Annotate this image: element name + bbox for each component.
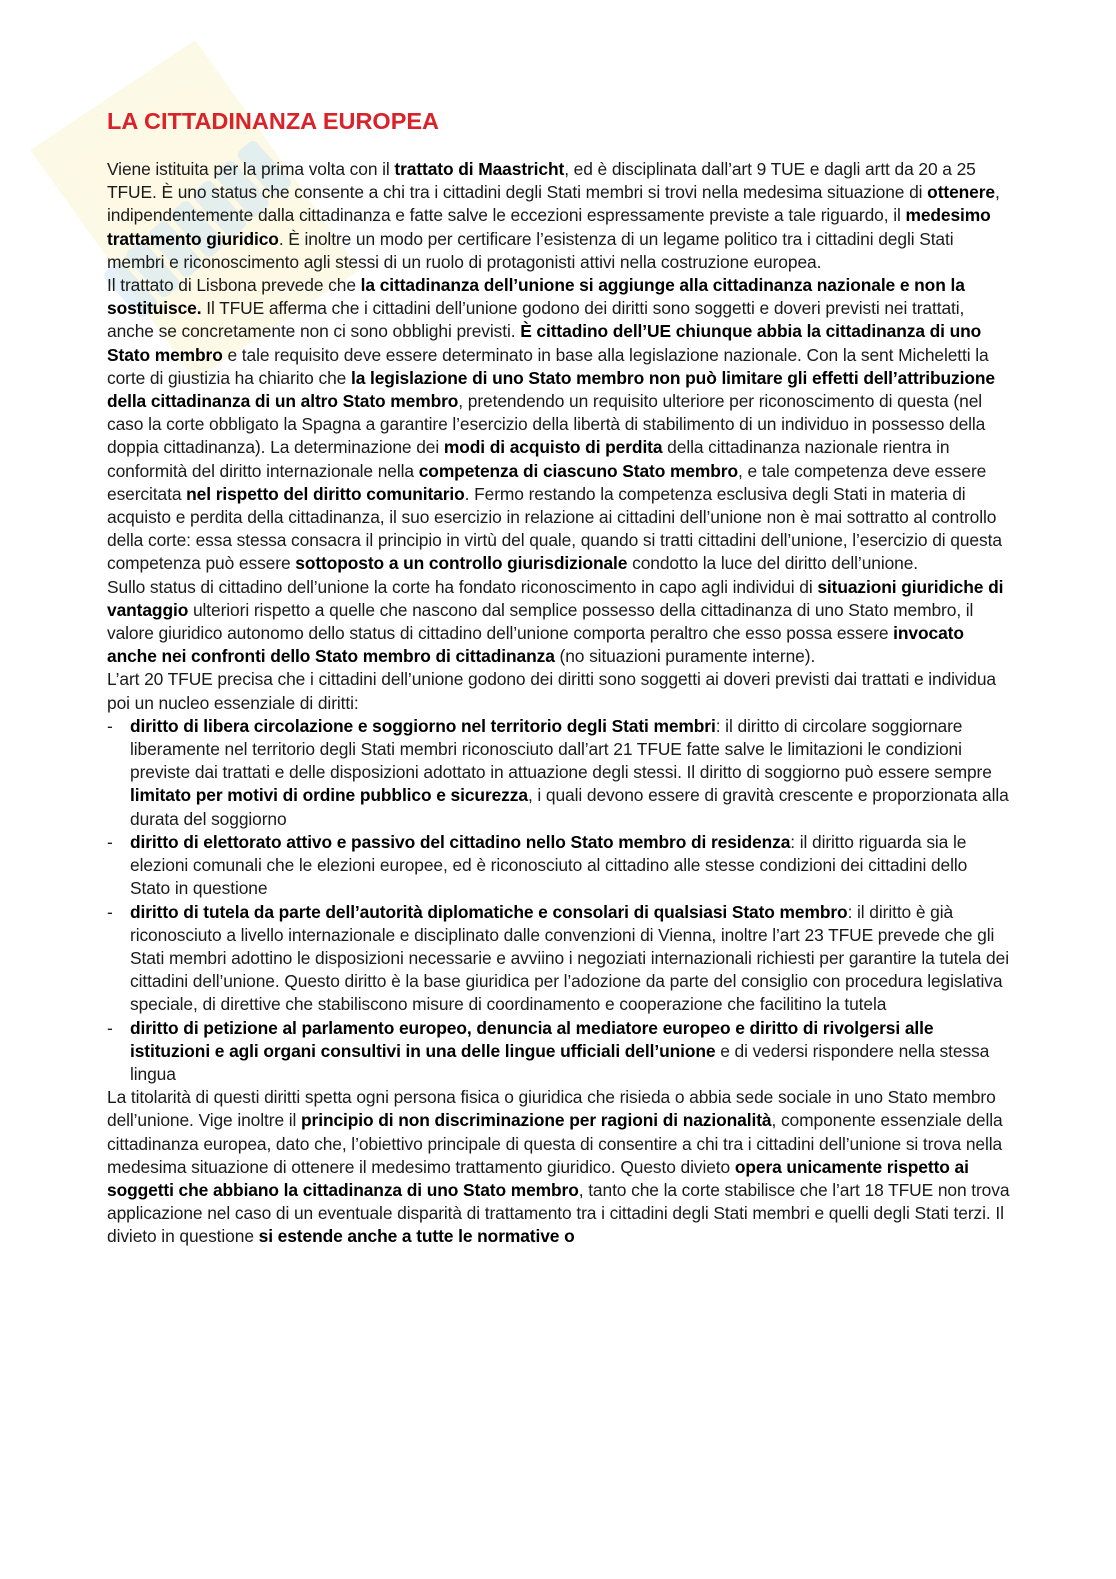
page-title: LA CITTADINANZA EUROPEA — [107, 108, 440, 134]
text-run: : il diritto riguarda sia le elezioni comunali che le elezioni europee, ed è riconosciuto al cittadino alle stesse condizioni dei cittadini dello Stato in questione — [130, 831, 968, 899]
bold-run: opera unicamente rispetto ai soggetti che abbiano la cittadinanza di uno Stato membro — [107, 1156, 969, 1200]
bold-run: competenza di ciascuno Stato membro — [418, 460, 738, 481]
paragraph — [107, 274, 1012, 576]
list-item — [107, 901, 1012, 1017]
text-run: Viene istituita per la prima volta con il — [107, 159, 395, 179]
body-paragraphs — [107, 158, 1012, 715]
bold-run: nel rispetto del diritto comunitario — [186, 483, 465, 504]
text-run: e di vedersi rispondere nella stessa lingua — [130, 1040, 990, 1084]
text-run: , i quali devono essere di gravità crescente e proporzionata alla durata del soggiorno — [130, 785, 1009, 829]
rights-list — [107, 715, 1012, 1086]
paragraph — [107, 668, 1012, 714]
bullet-dash: - — [107, 831, 113, 852]
text-run: condotto la luce del diritto dell’unione. — [627, 553, 919, 574]
closing-paragraph — [107, 1086, 1012, 1248]
text-run: e tale requisito deve essere determinato in base alla legislazione nazionale. Con la sent Micheletti la corte di giustizia ha chiarito che — [107, 344, 989, 388]
bold-run: si estende anche a tutte le normative o — [258, 1226, 575, 1247]
bold-run: diritto di petizione al parlamento europeo, denuncia al mediatore europeo e diritto di rivolgersi alle istituzioni e agli organi consultivi in una delle lingue ufficiali dell’unione — [130, 1017, 934, 1061]
text-run: L’art 20 TFUE precisa che i cittadini dell’unione godono dei diritti sono soggetti ai doveri previsti dai trattati e individua poi un nucleo essenziale di diritti: — [107, 669, 997, 713]
bold-run: principio di non discriminazione per ragioni di nazionalità — [301, 1110, 772, 1131]
bold-run: la legislazione di uno Stato membro non può limitare gli effetti dell’attribuzione della cittadinanza di un altro Stato membro — [107, 367, 995, 412]
text-run: , componente essenziale della cittadinanza europea, dato che, l’obiettivo principale di questa di consentire a chi tra i cittadini dell’unione si trova nella medesima situazione di ottenere il medesimo trattamento giuridico. Questo divieto — [107, 1110, 1003, 1177]
bold-run: sottoposto a un controllo giurisdizionale — [295, 553, 628, 574]
text-run: La titolarità di questi diritti spetta ogni persona fisica o giuridica che risieda o abbia sede sociale in uno Stato membro dell’unione. Vige inoltre il — [107, 1087, 996, 1131]
bold-run: diritto di libera circolazione e soggiorno nel territorio degli Stati membri — [130, 715, 716, 736]
bold-run: situazioni giuridiche di vantaggio — [107, 576, 1004, 620]
text-run: . È inoltre un modo per certificare l’esistenza di un legame politico tra i cittadini degli Stati membri e riconoscimento agli stessi di un ruolo di protagonisti attivi nella costruzione europea. — [107, 228, 954, 272]
bold-run: diritto di elettorato attivo e passivo del cittadino nello Stato membro di residenza — [130, 831, 791, 852]
text-run: ulteriori rispetto a quelle che nascono dal semplice possesso della cittadinanza di uno Stato membro, il valore giuridico autonomo dello status di cittadino dell’unione comporta peraltro che esso possa essere — [107, 599, 974, 644]
bold-run: limitato per motivi di ordine pubblico e sicurezza — [130, 785, 528, 806]
text-run: (no situazioni puramente interne). — [554, 646, 816, 667]
paragraph — [107, 158, 1012, 274]
bullet-dash: - — [107, 715, 113, 736]
text-run: , e tale competenza deve essere esercitata — [107, 460, 987, 504]
bold-run: diritto di tutela da parte dell’autorità diplomatiche e consolari di qualsiasi Stato membro — [130, 901, 848, 922]
text-run: Sullo status di cittadino dell’unione la corte ha fondato riconoscimento in capo agli individui di — [107, 576, 818, 597]
bold-run: modi di acquisto di perdita — [443, 437, 663, 458]
text-run: . Fermo restando la competenza esclusiva degli Stati in materia di acquisto e perdita della cittadinanza, il suo esercizio in relazione ai cittadini dell’unione non è mai sottratto al controllo della corte: essa stessa consacra il principio in virtù del quale, quando si tratti cittadini dell’unione, l’esercizio di questa competenza può essere — [107, 483, 1002, 574]
bold-run: la cittadinanza dell’unione si aggiunge alla cittadinanza nazionale e non la sostituisce. — [107, 275, 965, 319]
text-run: Il TFUE afferma che i cittadini dell’unione godono dei diritti sono soggetti e doveri previsti nei trattati, anche se concretamente non ci sono obblighi previsti. — [107, 298, 965, 342]
list-item — [107, 831, 1012, 901]
paragraph — [107, 576, 1012, 669]
text-run: : il diritto è già riconosciuto a livello internazionale e disciplinato dalle convenzioni di Vienna, inoltre l’art 23 TFUE prevede che gli Stati membri adottino le disposizioni necessarie e avviino i negoziati internazionali richiesti per garantire la tutela dei cittadini dell’unione. Questo diritto è la base giuridica per l’adozione da parte del consiglio con procedura legislativa speciale, di direttive che stabiliscono misure di coordinamento e cooperazione che facilitino la tutela — [130, 901, 1009, 1015]
text-run: della cittadinanza nazionale rientra in conformità del diritto internazionale nella — [107, 437, 950, 481]
bold-run: invocato anche nei confronti dello Stato membro di cittadinanza — [107, 623, 964, 667]
bullet-dash: - — [107, 901, 113, 922]
text-run: , indipendentemente dalla cittadinanza e fatte salve le eccezioni espressamente previste a tale riguardo, il — [107, 182, 1000, 226]
bullet-dash: - — [107, 1017, 113, 1038]
bold-run: ottenere — [927, 182, 995, 203]
text-run: , ed è disciplinata dall’art 9 TUE e dagli artt da 20 a 25 TFUE. È uno status che consente a chi tra i cittadini degli Stati membri si trovi nella medesima situazione di — [107, 159, 976, 203]
document-page — [107, 106, 1012, 1249]
bold-run: È cittadino dell’UE chiunque abbia la cittadinanza di uno Stato membro — [107, 321, 982, 365]
text-run: , tanto che la corte stabilisce che l’art 18 TFUE non trova applicazione nel caso di un eventuale disparità di trattamento tra i cittadini degli Stati membri e quelli degli Stati terzi. Il divieto in questione — [107, 1179, 1010, 1247]
text-run: : il diritto di circolare soggiornare liberamente nel territorio degli Stati membri riconosciuto dall’art 21 TFUE fatte salve le limitazioni le condizioni previste dai trattati e delle disposizioni adottato in attuazione degli stessi. Il diritto di soggiorno può essere sempre — [130, 715, 992, 783]
list-item — [107, 715, 1012, 831]
bold-run: medesimo trattamento giuridico — [107, 205, 991, 249]
text-run: , pretendendo un requisito ulteriore per riconoscimento di questa (nel caso la corte obbligato la Spagna a garantire l’esercizio della libertà di stabilimento di un individuo in possesso della doppia cittadinanza). La determinazione dei — [107, 391, 986, 458]
bold-run: trattato di Maastricht — [394, 159, 565, 179]
text-run: Il trattato di Lisbona prevede che — [107, 275, 361, 296]
list-item — [107, 1017, 1012, 1087]
